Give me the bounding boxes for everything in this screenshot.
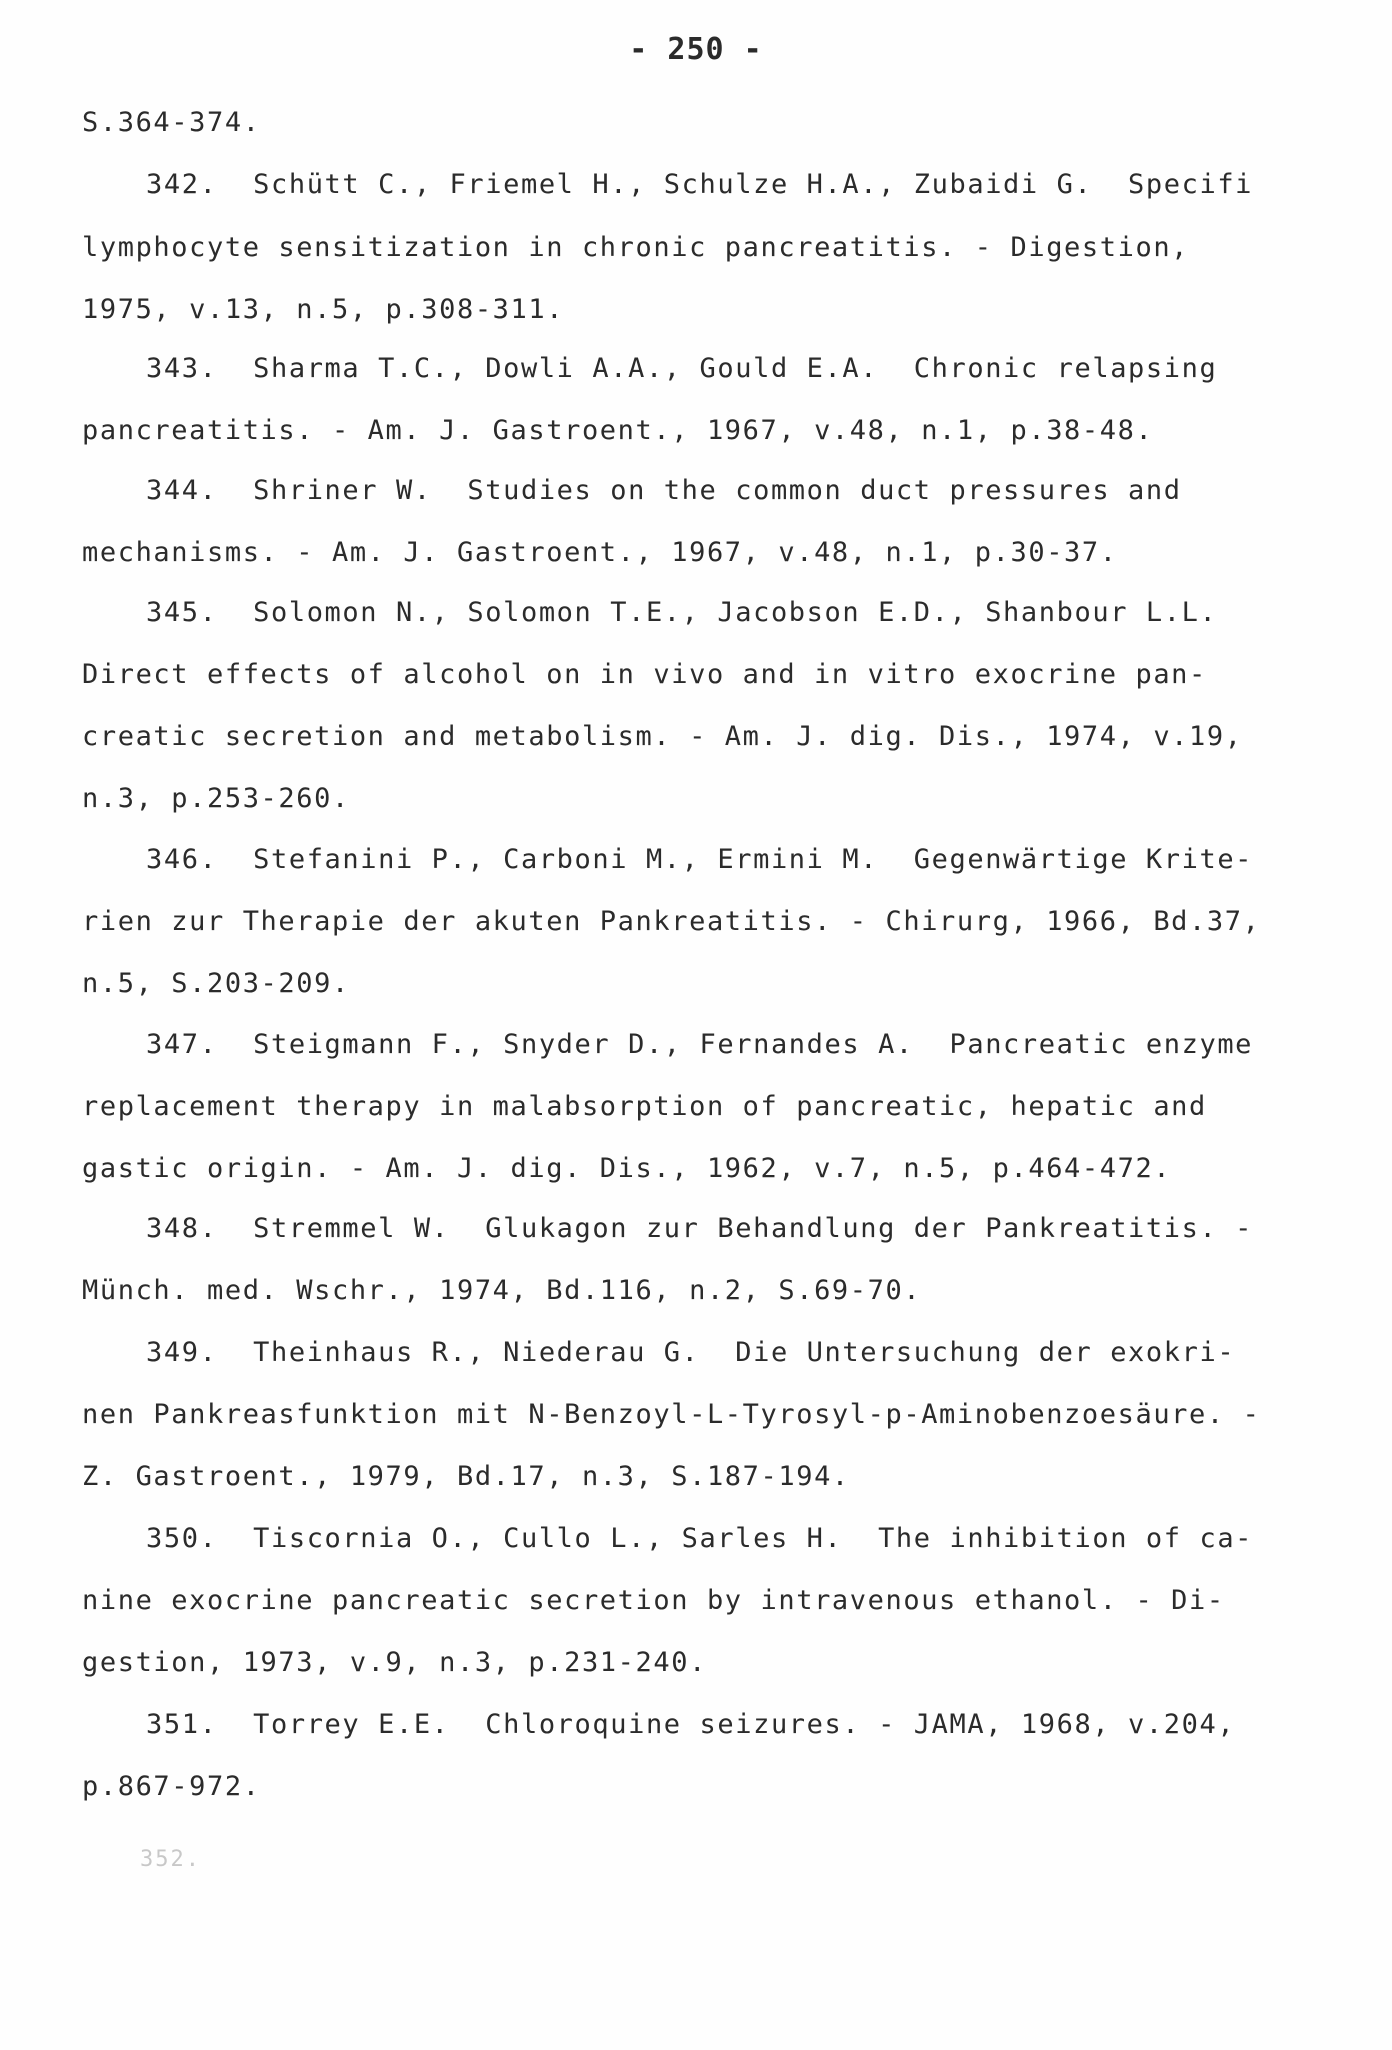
reference-line: gastic origin. - Am. J. dig. Dis., 1962, v.7, n.5, p.464-472. [82, 1153, 1172, 1184]
reference-line: 347. Steigmann F., Snyder D., Fernandes A. Pancreatic enzyme [146, 1029, 1254, 1060]
reference-line: lymphocyte sensitization in chronic pancreatitis. - Digestion, [82, 232, 1190, 263]
reference-line: S.364-374. [82, 107, 261, 138]
reference-line: n.3, p.253-260. [82, 783, 350, 814]
reference-line: 346. Stefanini P., Carboni M., Ermini M. Gegenwärtige Krite- [146, 844, 1254, 875]
reference-line: 344. Shriner W. Studies on the common duct pressures and [146, 475, 1182, 506]
faded-reference-number: 352. [140, 1847, 201, 1872]
reference-line: 351. Torrey E.E. Chloroquine seizures. - JAMA, 1968, v.204, [146, 1709, 1236, 1740]
reference-line: nine exocrine pancreatic secretion by intravenous ethanol. - Di- [82, 1585, 1225, 1616]
reference-line: 349. Theinhaus R., Niederau G. Die Untersuchung der exokri- [146, 1337, 1236, 1368]
page-number: - 250 - [629, 32, 763, 67]
reference-line: Direct effects of alcohol on in vivo and in vitro exocrine pan- [82, 659, 1207, 690]
reference-line: 348. Stremmel W. Glukagon zur Behandlung der Pankreatitis. - [146, 1213, 1254, 1244]
reference-line: nen Pankreasfunktion mit N-Benzoyl-L-Tyrosyl-p-Aminobenzoesäure. - [82, 1399, 1261, 1430]
reference-line: 343. Sharma T.C., Dowli A.A., Gould E.A. Chronic relapsing [146, 353, 1218, 384]
reference-line: n.5, S.203-209. [82, 968, 350, 999]
reference-line: p.867-972. [82, 1771, 261, 1802]
reference-line: rien zur Therapie der akuten Pankreatitis. - Chirurg, 1966, Bd.37, [82, 906, 1261, 937]
reference-line: 342. Schütt C., Friemel H., Schulze H.A., Zubaidi G. Specifi [146, 169, 1254, 200]
reference-line: pancreatitis. - Am. J. Gastroent., 1967, v.48, n.1, p.38-48. [82, 415, 1154, 446]
reference-line: 350. Tiscornia O., Cullo L., Sarles H. The inhibition of ca- [146, 1523, 1254, 1554]
reference-line: replacement therapy in malabsorption of pancreatic, hepatic and [82, 1091, 1207, 1122]
reference-line: 1975, v.13, n.5, p.308-311. [82, 294, 565, 325]
reference-line: mechanisms. - Am. J. Gastroent., 1967, v.48, n.1, p.30-37. [82, 537, 1118, 568]
reference-line: gestion, 1973, v.9, n.3, p.231-240. [82, 1647, 707, 1678]
reference-line: 345. Solomon N., Solomon T.E., Jacobson E.D., Shanbour L.L. [146, 597, 1218, 628]
reference-line: creatic secretion and metabolism. - Am. J. dig. Dis., 1974, v.19, [82, 721, 1243, 752]
reference-line: Münch. med. Wschr., 1974, Bd.116, n.2, S.69-70. [82, 1275, 922, 1306]
reference-line: Z. Gastroent., 1979, Bd.17, n.3, S.187-194. [82, 1461, 850, 1492]
